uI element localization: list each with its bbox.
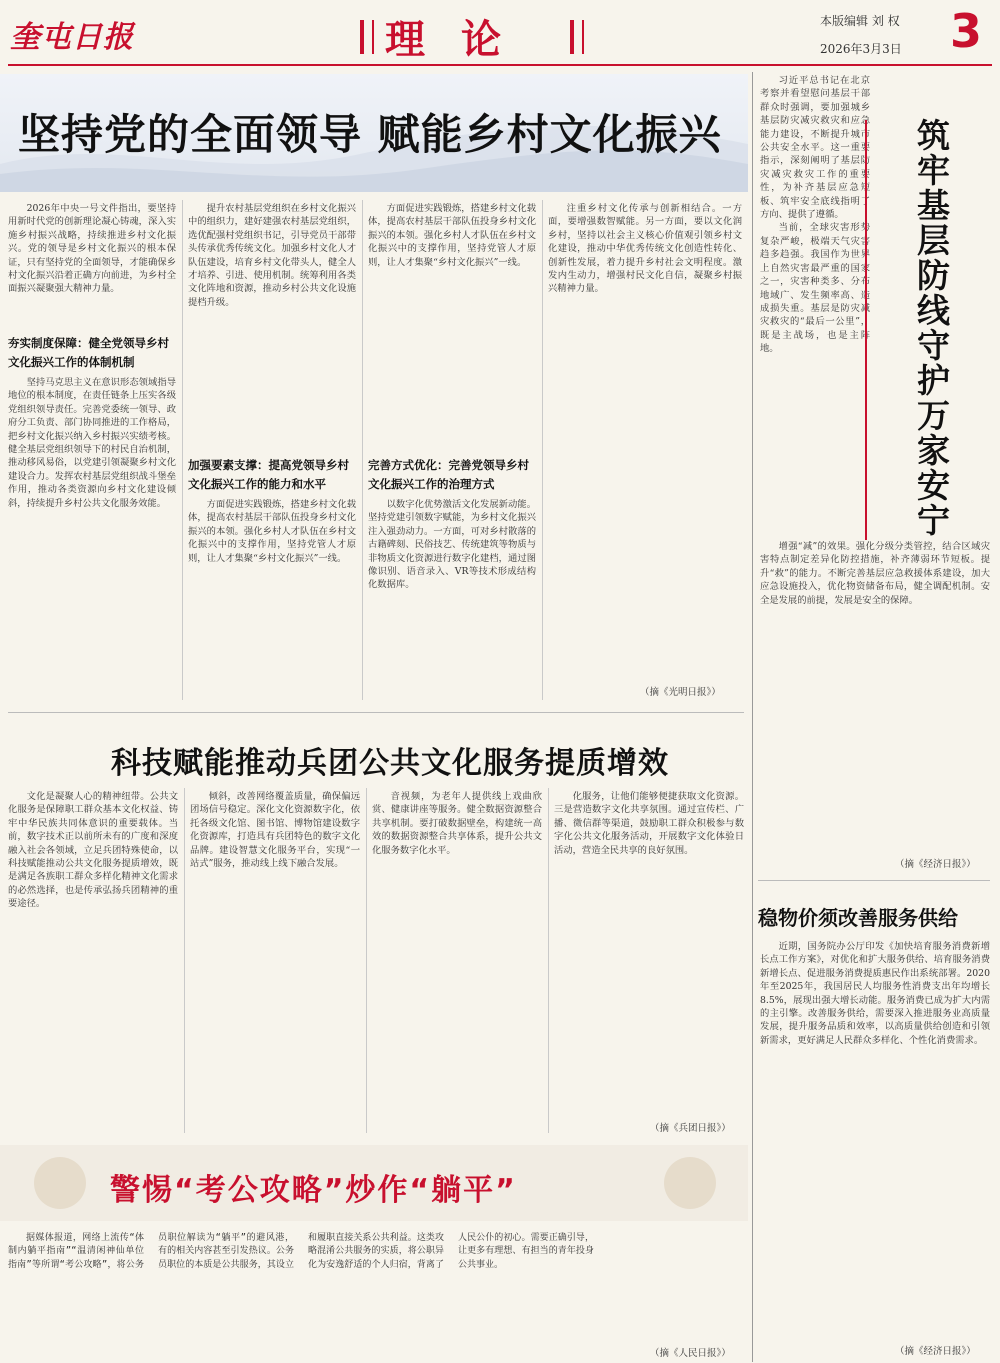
article1-body-2b — [188, 498, 356, 696]
masthead — [0, 0, 1000, 70]
article1-intro — [8, 202, 176, 332]
article2-body-3 — [372, 790, 542, 1130]
article2-body-4-text: 化服务，让他们能够便捷获取文化资源。三是营造数字文化共享氛围。通过宣传栏、广播、微信群等渠道，鼓励职工群众积极参与数字化公共文化服务活动，开展数字文化体验日活动，营造全民共享的良好氛围。 — [554, 791, 744, 856]
article1-body-4 — [368, 498, 536, 696]
article1-body-4-text: 以数字化优势激活文化发展新动能。坚持党建引领数字赋能，为乡村文化振兴注入强劲动力。一方面，可对乡村散落的古籍碑刻、民俗技艺、传统建筑等物质与非物质文化资源进行数字化建档，通过图像识别、语音录入、VR等技术形成结构化数据库。 — [368, 499, 536, 591]
article2-body-2 — [190, 790, 360, 1130]
section-decor-right — [570, 20, 584, 54]
article1-intro-text: 2026年中央一号文件指出，要坚持用新时代党的创新理论凝心铸魂，深入实施乡村振兴战略，持续推进乡村文化振兴。党的领导是乡村文化振兴的根本保证，只有坚持党的全面领导，才能确保乡村文化振兴沿着正确方向前进，为乡村全面振兴凝聚强大精神力量。 — [8, 203, 176, 295]
article1-body-1 — [8, 376, 176, 696]
col-divider — [548, 788, 549, 1133]
section-title: 理论 — [385, 16, 537, 63]
col-divider — [362, 200, 363, 700]
article3-credit: （摘《经济日报》） — [895, 859, 976, 870]
article2-body-4 — [554, 790, 744, 1115]
article5-banner — [0, 1145, 748, 1221]
article1-body-3-text: 方面促进实践锻炼，搭建乡村文化载体，提高农村基层干部队伍投身乡村文化振兴的本领。强化乡村人才队伍在乡村文化振兴中的支撑作用，坚持党管人才原则，让人才集聚“乡村文化振兴”一线。 — [188, 499, 356, 564]
article1-banner — [0, 74, 748, 192]
right-column-divider — [752, 72, 753, 1362]
article2-body-1-text: 文化是凝聚人心的精神纽带。公共文化服务是保障职工群众基本文化权益、铸牢中华民族共同体意识的重要载体。当前，数字技术正以前所未有的广度和深度融入社会各领域，立足兵团特殊使命，以科技赋能推动公共文化服务提质增效，既是满足各族职工群众多样化精神文化需求的必然选择，也是传承弘扬兵团精神的重要途径。 — [8, 791, 178, 910]
page-number: 3 — [950, 4, 983, 58]
article1-body-2a — [188, 202, 356, 452]
col-divider — [184, 788, 185, 1133]
col-divider — [182, 200, 183, 700]
article1-title: 坚持党的全面领导 赋能乡村文化振兴 — [18, 110, 722, 159]
article1-body-5-text: 注重乡村文化传承与创新相结合。一方面，要增强数智赋能。另一方面，要以文化润乡村，坚持以社会主义核心价值观引领乡村文化建设，推动中华优秀传统文化创造性转化、创新性发展，着力提升乡村社会文明程度。激发内生动力，增强村民文化自信，凝聚乡村振兴精神力量。 — [548, 203, 742, 295]
article2-title: 科技赋能推动兵团公共文化服务提质增效 — [111, 746, 669, 781]
section-rule — [758, 880, 990, 881]
article3-body-1 — [760, 74, 870, 534]
article1-credit: （摘《光明日报》） — [640, 687, 721, 698]
article1-body-3b-text: 方面促进实践锻炼，搭建乡村文化载体，提高农村基层干部队伍投身乡村文化振兴的本领。强化乡村人才队伍在乡村文化振兴中的支撑作用，坚持党管人才原则，让人才集聚“乡村文化振兴”一线。 — [368, 203, 536, 268]
article1-body-2-text: 提升农村基层党组织在乡村文化振兴中的组织力，建好建强农村基层党组织，选优配强村党组织书记，引导党员干部带头传承优秀传统文化。加强乡村文化人才队伍建设，培育乡村文化带头人，健全人才培养、引进、使用机制。统筹利用各类文化阵地和资源，推动乡村公共文化设施提档升级。 — [188, 203, 356, 308]
article5-body — [8, 1232, 744, 1342]
article3-title-rule — [865, 120, 867, 540]
article2-body-1 — [8, 790, 178, 1130]
article3-body-2 — [760, 540, 990, 850]
masthead-rule — [8, 64, 992, 66]
article4-body — [760, 940, 990, 1335]
article4-credit: （摘《经济日报》） — [895, 1346, 976, 1357]
article5-credit: （摘《人民日报》） — [650, 1348, 731, 1359]
article1-subhead-1: 夯实制度保障：健全党领导乡村文化振兴工作的体制机制 — [8, 336, 169, 369]
article2-credit: （摘《兵团日报》） — [650, 1123, 731, 1134]
col-divider — [366, 788, 367, 1133]
article1-body-3 — [368, 202, 536, 452]
section-rule — [8, 712, 744, 713]
article1-body-1-text: 坚持马克思主义在意识形态领域指导地位的根本制度，在责任链条上压实各级党组织领导责任。完善党委统一领导、政府分工负责、部门协同推进的工作格局，把乡村文化振兴纳入乡村振兴实绩考核。健全基层党组织领导下的村民自治机制，推动移风易俗，以党建引领凝聚乡村文化建设合力。发挥农村基层党组织战斗堡垒作用，推动各类资源向乡村文化建设倾斜，持续提升乡村公共文化服务效能。 — [8, 377, 176, 509]
article3-body-3-text: 增强“减”的效果。强化分级分类管控，结合区域灾害特点制定差异化防控措施，补齐薄弱环节短板。提升“救”的能力。不断完善基层应急救援体系建设，加大应急设施投入，优化物资储备布局，健全调配机制。安全是发展的前提，发展是安全的保障。 — [760, 541, 990, 606]
article4-title: 稳物价须改善服务供给 — [758, 906, 958, 930]
article5-title: 警惕“考公攻略”炒作“躺平” — [110, 1173, 517, 1208]
article3-body-2-text: 当前，全球灾害形势复杂严峻，极端天气灾害趋多趋强。我国作为世界上自然灾害最严重的国家之一，灾害种类多、分布地域广、发生频率高、造成损失重。基层是防灾减灾救灾的“最后一公里”，既是主战场，也是主阵地。 — [760, 222, 870, 355]
article2-body-2-text: 倾斜，改善网络覆盖质量，确保偏远团场信号稳定。深化文化资源数字化，依托各级文化馆、图书馆、博物馆建设数字化资源库，打造具有兵团特色的数字文化品牌。建设智慧文化服务平台，实现“一站式”服务，推动线上线下融合发展。 — [190, 791, 360, 870]
article1-subhead-2: 加强要素支撑：提高党领导乡村文化振兴工作的能力和水平 — [188, 458, 349, 491]
article5-body-text: 据媒体报道，网络上流传“体制内躺平指南”“温清闲神仙单位指南”等所谓“考公攻略”，将公务员职位解读为“躺平”的避风港，有的相关内容甚至引发热议。公务员职位的本质是公共服务，其设立和履职直接关系公共利益。这类攻略混淆公共服务的实质，将公职异化为安逸舒适的个人归宿，背离了人民公仆的初心。需要正确引导，让更多有理想、有担当的青年投身公共事业。 — [8, 1233, 594, 1270]
article3-body-1-text: 习近平总书记在北京考察并看望慰问基层干部群众时强调，要加强城乡基层防灾减灾救灾和应急能力建设，不断提升城市公共安全水平。这一重要指示，深刻阐明了基层防灾减灾救灾工作的重要性，为补齐基层应急短板、筑牢安全底线指明了方向、提供了遵循。 — [760, 75, 870, 221]
article3-title: 筑牢基层防线守护万家安宁 — [912, 118, 951, 538]
paper-name: 奎屯日报 — [10, 20, 134, 55]
article2-body-3-text: 音视频，为老年人提供线上戏曲欣赏、健康讲座等服务。健全数据资源整合共享机制。要打破数据壁垒，构建统一高效的数据资源整合共享体系，提升公共文化服务数字化水平。 — [372, 791, 542, 856]
editor-credit: 本版编辑 刘 权 — [820, 14, 900, 28]
article1-body-5 — [548, 202, 742, 680]
issue-date: 2026年3月3日 — [820, 42, 902, 56]
col-divider — [542, 200, 543, 700]
article4-body-text: 近期，国务院办公厅印发《加快培育服务消费新增长点工作方案》，对优化和扩大服务供给、培育服务消费新增长点、促进服务消费提质惠民作出系统部署。2020年至2025年，我国居民人均服务性消费支出年均增长8.5%，展现出强大增长动能。服务消费已成为扩大内需的主引擎。改善服务供给，需要深入推进服务业高质量发展，提升服务品质和效率，以高质量供给创造和引领新需求，更好满足人民群众多样化、个性化消费需求。 — [760, 941, 990, 1046]
section-decor-left — [360, 20, 374, 54]
article1-subhead-3: 完善方式优化：完善党领导乡村文化振兴工作的治理方式 — [368, 458, 529, 491]
